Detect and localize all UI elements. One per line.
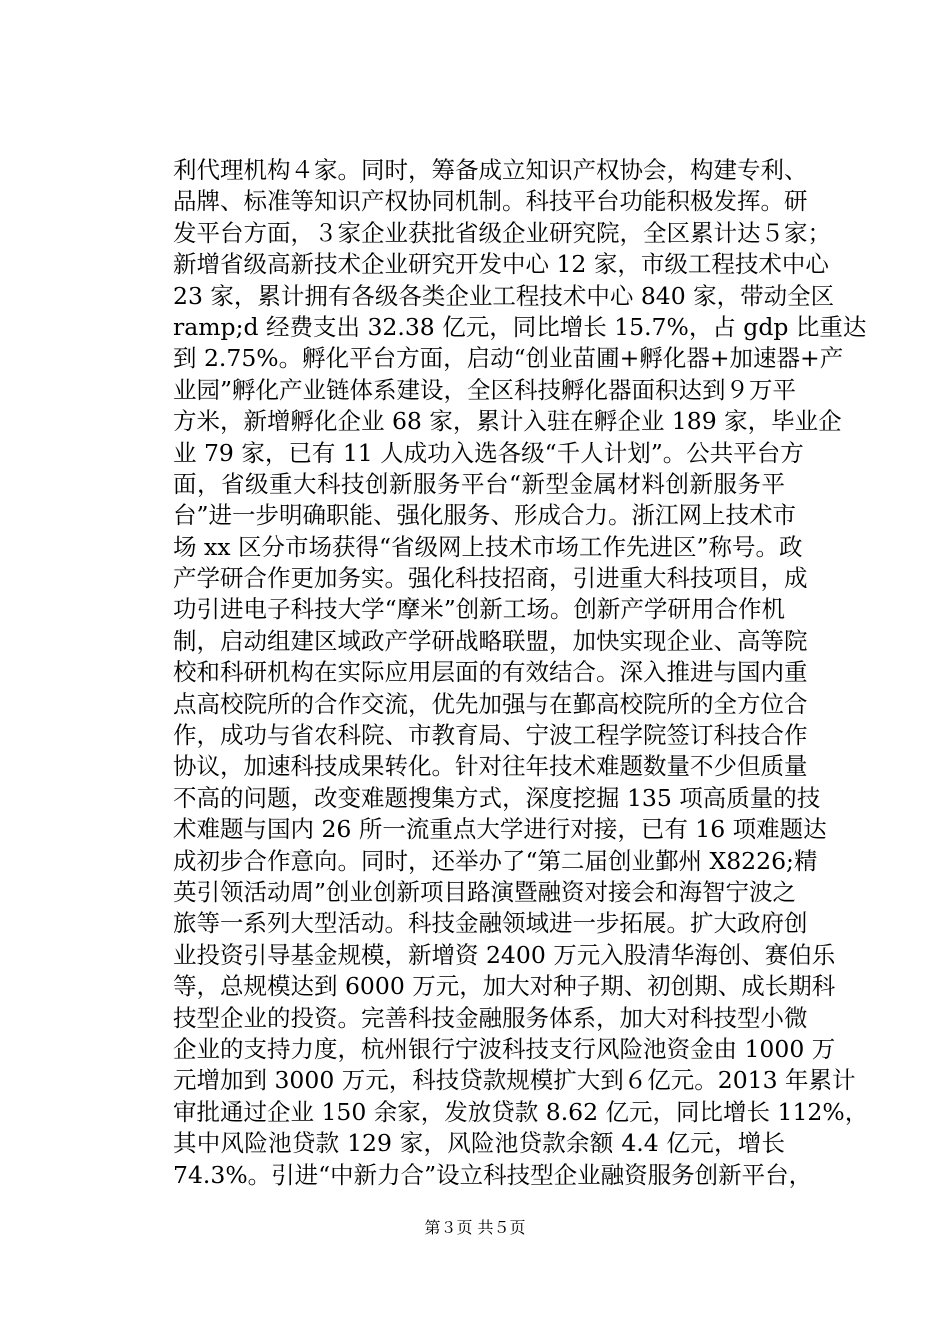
text-line: 面，省级重大科技创新服务平台“新型金属材料创新服务平 — [173, 469, 785, 498]
text-line: 旅等一系列大型活动。科技金融领域进一步拓展。扩大政府创 — [173, 909, 808, 938]
text-line: 功引进电子科技大学“摩米”创新工场。创新产学研用合作机 — [173, 595, 785, 624]
text-line: 术难题与国内 26 所一流重点大学进行对接，已有 16 项难题达 — [173, 815, 827, 844]
text-line: 发平台方面，３家企业获批省级企业研究院，全区累计达５家； — [173, 218, 831, 247]
text-line: 制，启动组建区域政产学研战略联盟，加快实现企业、高等院 — [173, 626, 808, 655]
text-line: 品牌、标准等知识产权协同机制。科技平台功能积极发挥。研 — [173, 187, 808, 216]
text-line: 作，成功与省农科院、市教育局、宁波工程学院签订科技合作 — [173, 721, 808, 750]
text-line: 审批通过企业 150 余家，发放贷款 8.62 亿元，同比增长 112%， — [173, 1097, 869, 1126]
text-line: 点高校院所的合作交流，优先加强与在鄞高校院所的全方位合 — [173, 689, 808, 718]
text-line: 23 家，累计拥有各级各类企业工程技术中心 840 家，带动全区 — [173, 281, 835, 310]
text-line: 新增省级高新技术企业研究开发中心 12 家，市级工程技术中心 — [173, 250, 829, 279]
text-line: 台”进一步明确职能、强化服务、形成合力。浙江网上技术市 — [173, 501, 797, 530]
text-line: 等，总规模达到 6000 万元，加大对种子期、初创期、成长期科 — [173, 972, 836, 1001]
body-text — [173, 155, 869, 1191]
text-line: 方米，新增孵化企业 68 家，累计入驻在孵企业 189 家，毕业企 — [173, 407, 842, 436]
text-line: 成初步合作意向。同时，还举办了“第二届创业鄞州 X8226;精 — [173, 846, 818, 875]
text-line: 到 2.75%。孵化平台方面，启动“创业苗圃+孵化器+加速器+产 — [173, 344, 844, 373]
text-line: ramp;d 经费支出 32.38 亿元，同比增长 15.7%，占 gdp 比重达 — [173, 312, 867, 341]
text-line: 其中风险池贷款 129 家，风险池贷款余额 4.4 亿元，增长 — [173, 1129, 785, 1158]
text-line: 校和科研机构在实际应用层面的有效结合。深入推进与国内重 — [173, 658, 808, 687]
text-line: 英引领活动周”创业创新项目路演暨融资对接会和海智宁波之 — [173, 877, 797, 906]
text-line: 74.3%。引进“中新力合”设立科技型企业融资服务创新平台， — [173, 1160, 813, 1189]
text-line: 利代理机构４家。同时，筹备成立知识产权协会，构建专利、 — [173, 156, 808, 184]
page-number: 第３页 共５页 — [424, 1218, 526, 1237]
text-line: 技型企业的投资。完善科技金融服务体系，加大对科技型小微 — [173, 1003, 808, 1032]
text-line: 不高的问题，改变难题搜集方式，深度挖掘 135 项高质量的技 — [173, 783, 821, 812]
text-line: 协议，加速科技成果转化。针对往年技术难题数量不少但质量 — [173, 752, 808, 781]
text-line: 业园”孵化产业链体系建设，全区科技孵化器面积达到９万平 — [173, 375, 797, 404]
text-line: 企业的支持力度，杭州银行宁波科技支行风险池资金由 1000 万 — [173, 1034, 836, 1063]
text-line: 元增加到 3000 万元，科技贷款规模扩大到６亿元。2013 年累计 — [173, 1066, 856, 1095]
text-line: 业 79 家，已有 11 人成功入选各级“千人计划”。公共平台方 — [173, 438, 804, 467]
text-line: 业投资引导基金规模，新增资 2400 万元入股清华海创、赛伯乐 — [173, 940, 836, 969]
text-line: 产学研合作更加务实。强化科技招商，引进重大科技项目，成 — [173, 564, 808, 593]
text-line: 场 xx 区分市场获得“省级网上技术市场工作先进区”称号。政 — [173, 532, 803, 561]
